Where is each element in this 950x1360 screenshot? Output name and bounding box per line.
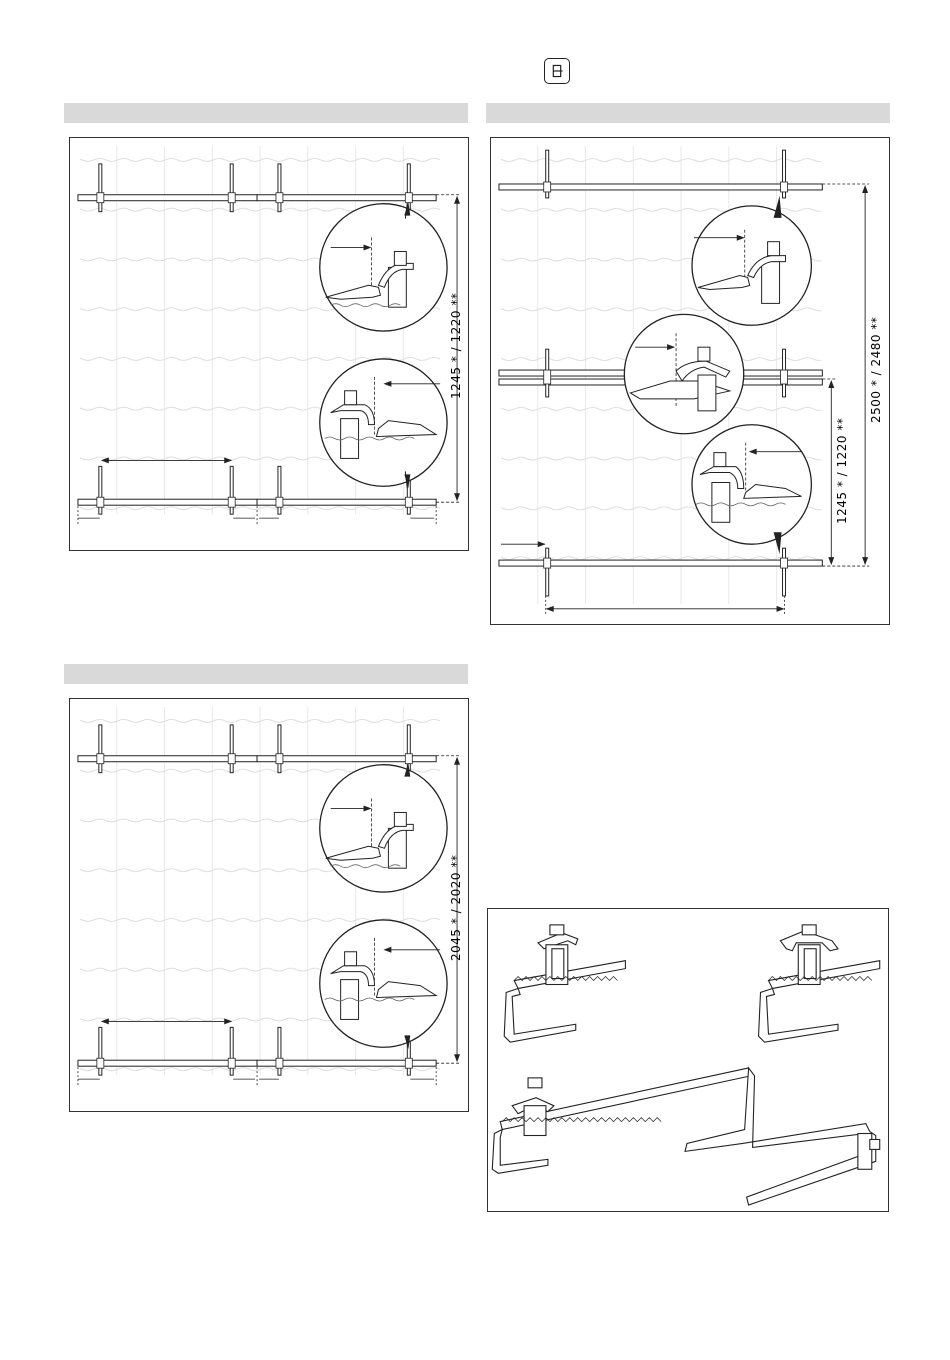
dimension-label-vertical: 1245 * / 1220 ** <box>449 292 463 399</box>
mounting-diagram-portrait-frame <box>69 698 469 1112</box>
roof-hook-variants-frame <box>487 908 889 1212</box>
mounting-diagram-stacked-frame <box>490 137 890 625</box>
mounting-diagram-landscape-frame <box>69 137 469 551</box>
mounting-diagram-portrait <box>70 699 468 1111</box>
roof-hook-variants <box>488 909 888 1211</box>
section-header-bar-c <box>64 664 468 684</box>
dimension-label-outer: 2500 * / 2480 ** <box>869 316 883 423</box>
roof-hook-small-left <box>504 925 625 1042</box>
panel-orientation-icon <box>544 58 570 84</box>
mounting-diagram-landscape <box>70 138 468 550</box>
section-header-bar-a <box>64 103 468 123</box>
roof-hook-adjustable-long <box>492 1068 879 1205</box>
mounting-diagram-stacked <box>491 138 889 624</box>
dimension-label-inner: 1245 * / 1220 ** <box>835 417 849 524</box>
dimension-label-vertical-portrait: 2045 * / 2020 ** <box>449 854 463 961</box>
section-header-bar-b <box>486 103 890 123</box>
roof-hook-small-right <box>759 925 880 1042</box>
